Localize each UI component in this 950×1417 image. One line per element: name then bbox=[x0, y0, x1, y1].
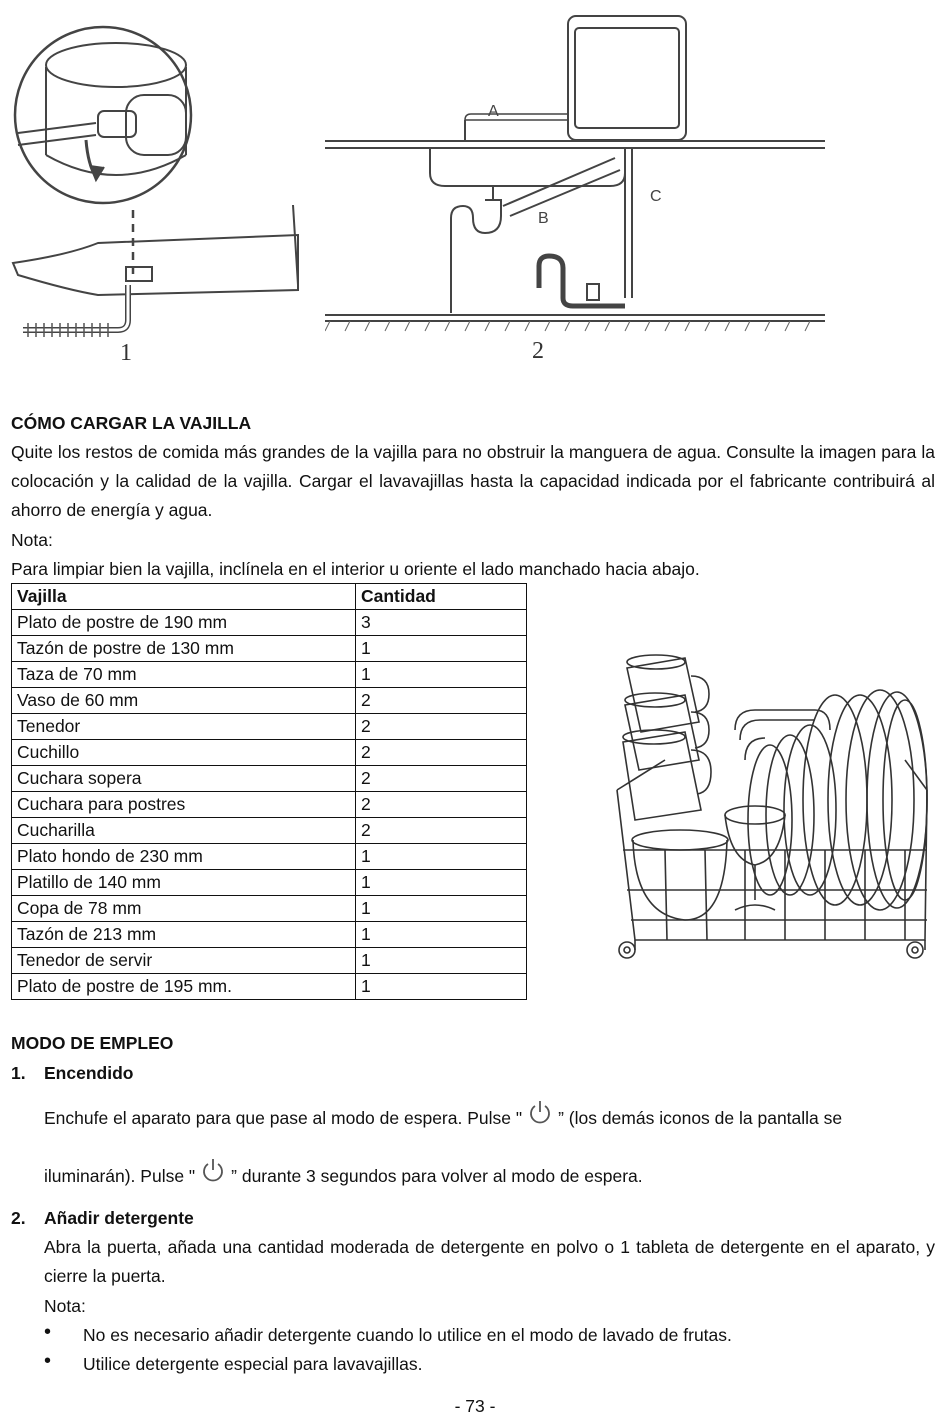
step2-number: 2. bbox=[11, 1208, 26, 1228]
bullet-text: Utilice detergente especial para lavavajillas. bbox=[83, 1354, 423, 1374]
table-cell-qty: 1 bbox=[356, 974, 527, 1000]
table-row bbox=[12, 870, 527, 896]
table-row bbox=[12, 818, 527, 844]
step2-note-label: Nota: bbox=[44, 1296, 86, 1316]
table-header-dish: Vajilla bbox=[12, 584, 356, 610]
step1-line1 bbox=[44, 1100, 935, 1133]
table-cell-qty: 1 bbox=[356, 922, 527, 948]
table-cell-dish: Plato de postre de 190 mm bbox=[12, 610, 356, 636]
step1-number: 1. bbox=[11, 1063, 26, 1083]
table-cell-qty: 1 bbox=[356, 844, 527, 870]
table-cell-dish: Cuchara sopera bbox=[12, 766, 356, 792]
table-cell-dish: Cucharilla bbox=[12, 818, 356, 844]
step1-text-a: Enchufe el aparato para que pase al modo de espera. Pulse " bbox=[44, 1108, 523, 1128]
section-heading-usage: MODO DE EMPLEO bbox=[11, 1033, 174, 1053]
table-cell-dish: Vaso de 60 mm bbox=[12, 688, 356, 714]
table-cell-dish: Plato hondo de 230 mm bbox=[12, 844, 356, 870]
step1-text-b: ” (los demás iconos de la pantalla se bbox=[558, 1108, 843, 1128]
table-cell-qty: 2 bbox=[356, 714, 527, 740]
table-cell-qty: 1 bbox=[356, 636, 527, 662]
power-icon bbox=[201, 1158, 225, 1184]
table-cell-dish: Cuchara para postres bbox=[12, 792, 356, 818]
step2-title: Añadir detergente bbox=[44, 1208, 194, 1228]
dish-table bbox=[11, 583, 527, 1000]
hose-label-c: C bbox=[650, 188, 662, 205]
hose-label-b: B bbox=[538, 210, 549, 227]
table-row bbox=[12, 792, 527, 818]
table-row bbox=[12, 688, 527, 714]
table-cell-dish: Tenedor de servir bbox=[12, 948, 356, 974]
figure-1-label: 1 bbox=[120, 340, 132, 366]
table-cell-dish: Copa de 78 mm bbox=[12, 896, 356, 922]
table-cell-qty: 2 bbox=[356, 818, 527, 844]
table-cell-qty: 2 bbox=[356, 688, 527, 714]
table-cell-dish: Tazón de 213 mm bbox=[12, 922, 356, 948]
table-cell-qty: 1 bbox=[356, 896, 527, 922]
figure-installation bbox=[325, 8, 825, 338]
section-heading-load: CÓMO CARGAR LA VAJILLA bbox=[11, 413, 252, 433]
table-row bbox=[12, 844, 527, 870]
table-cell-qty: 1 bbox=[356, 662, 527, 688]
table-row bbox=[12, 974, 527, 1000]
table-cell-dish: Platillo de 140 mm bbox=[12, 870, 356, 896]
table-row bbox=[12, 636, 527, 662]
figure-2-label: 2 bbox=[532, 338, 544, 364]
bullet-text: No es necesario añadir detergente cuando lo utilice en el modo de lavado de frutas. bbox=[83, 1325, 732, 1345]
bullet-icon: • bbox=[44, 1350, 52, 1372]
table-row bbox=[12, 740, 527, 766]
hose-label-a: A bbox=[488, 103, 499, 120]
step1-title: Encendido bbox=[44, 1063, 134, 1083]
table-cell-qty: 2 bbox=[356, 792, 527, 818]
step1-text-c: iluminarán). Pulse " bbox=[44, 1166, 196, 1186]
table-row bbox=[12, 766, 527, 792]
load-paragraph: Quite los restos de comida más grandes de la vajilla para no obstruir la manguera de agua. Consulte la imagen para la colocación y la calidad de la vajilla. Cargar el lavavajillas hasta la capacidad indicada por el fabricante contribuirá al ahorro de energía y agua. bbox=[11, 442, 935, 520]
table-cell-dish: Tenedor bbox=[12, 714, 356, 740]
figure-drain-connection bbox=[8, 5, 308, 365]
table-row bbox=[12, 948, 527, 974]
table-cell-dish: Cuchillo bbox=[12, 740, 356, 766]
table-cell-qty: 1 bbox=[356, 870, 527, 896]
table-cell-dish: Tazón de postre de 130 mm bbox=[12, 636, 356, 662]
note-label: Nota: bbox=[11, 530, 53, 550]
table-cell-qty: 2 bbox=[356, 740, 527, 766]
step2-text: Abra la puerta, añada una cantidad moderada de detergente en polvo o 1 tableta de detergente en el aparato, y cierre la puerta. bbox=[44, 1237, 935, 1286]
table-row bbox=[12, 922, 527, 948]
table-cell-dish: Taza de 70 mm bbox=[12, 662, 356, 688]
table-cell-qty: 2 bbox=[356, 766, 527, 792]
step1-line2 bbox=[44, 1158, 935, 1191]
table-cell-qty: 1 bbox=[356, 948, 527, 974]
table-cell-qty: 3 bbox=[356, 610, 527, 636]
note-text: Para limpiar bien la vajilla, inclínela en el interior u oriente el lado manchado hacia abajo. bbox=[11, 559, 700, 579]
page-number: - 73 - bbox=[454, 1396, 496, 1416]
bullet-icon: • bbox=[44, 1321, 52, 1343]
table-row bbox=[12, 896, 527, 922]
table-header-row bbox=[12, 584, 527, 610]
figure-dish-rack bbox=[605, 650, 935, 970]
table-header-qty: Cantidad bbox=[356, 584, 527, 610]
table-row bbox=[12, 610, 527, 636]
power-icon bbox=[528, 1100, 552, 1126]
table-row bbox=[12, 662, 527, 688]
step1-text-d: ” durante 3 segundos para volver al modo de espera. bbox=[231, 1166, 643, 1186]
table-cell-dish: Plato de postre de 195 mm. bbox=[12, 974, 356, 1000]
table-row bbox=[12, 714, 527, 740]
